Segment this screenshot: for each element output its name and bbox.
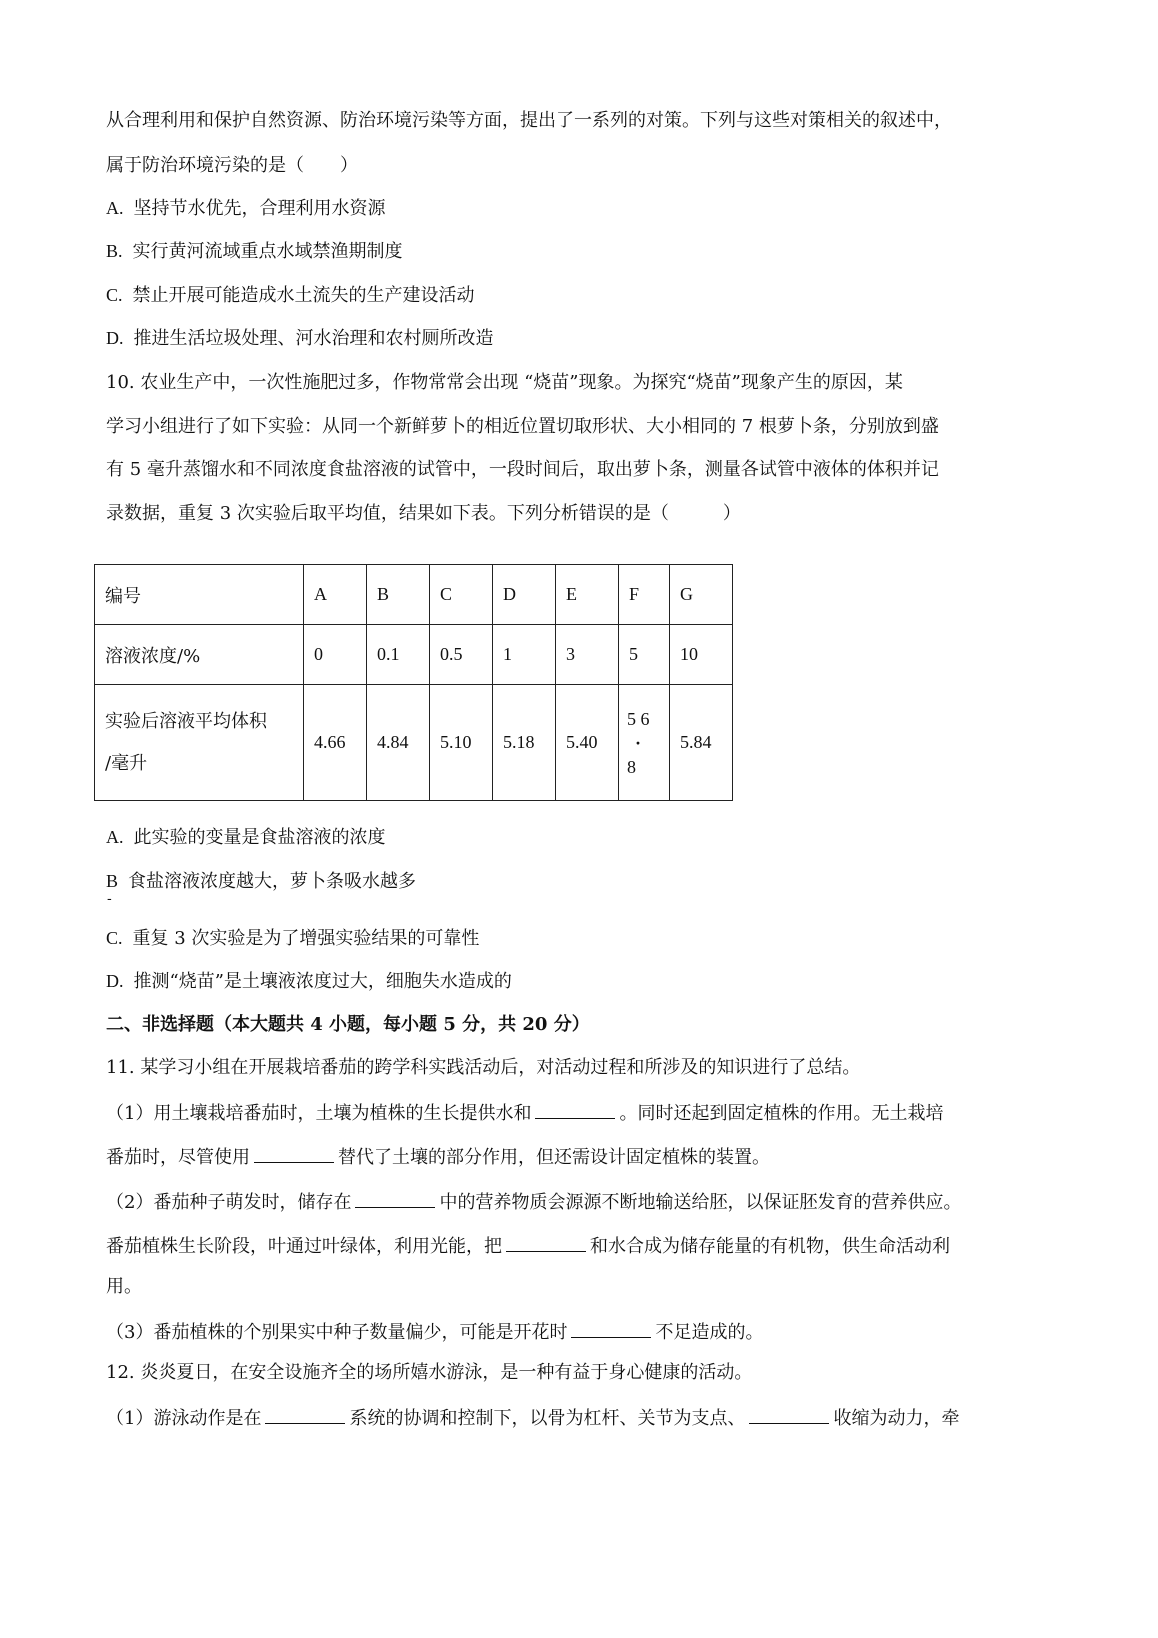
volume-label-line-2: /毫升 [105,752,148,774]
table-row-label: 溶液浓度/% [95,625,304,685]
answer-blank [535,1100,615,1119]
table-cell: 10 [670,625,733,685]
table-cell: 5.84 [670,685,733,801]
q11-part1-line-1 [106,1100,943,1125]
q11-part1-line-2 [106,1144,770,1169]
table-cell: 0.1 [367,625,430,685]
results-table [94,564,733,801]
q11-text: 番茄时，尽管使用 [106,1147,250,1168]
table-row-ids [95,565,733,625]
table-cell: 0.5 [430,625,493,685]
q12-text: （1）游泳动作是在 [106,1408,262,1429]
table-cell: 5.18 [493,685,556,801]
q11-part2-line-3: 用。 [106,1276,142,1297]
option-letter: C. [106,928,123,948]
q11-part2-line-1 [106,1189,961,1214]
q11-text: 替代了土壤的部分作用，但还需设计固定植株的装置。 [338,1147,770,1168]
table-cell: 5.10 [430,685,493,801]
table-cell-f-volume [619,685,670,801]
q10-stem-line-2: 学习小组进行了如下实验：从同一个新鲜萝卜的相近位置切取形状、大小相同的 7 根萝卜条，分别放到盛 [106,416,939,437]
answer-blank [506,1233,586,1252]
q10-stem-line-1: 10. 农业生产中，一次性施肥过多，作物常常会出现 “烧苗”现象。为探究“烧苗”现象产生的原因，某 [106,372,903,393]
option-letter: C. [106,285,123,305]
table-cell: 5.40 [556,685,619,801]
table-cell: 0 [304,625,367,685]
answer-blank [749,1405,829,1424]
q9-option-d [106,327,494,350]
q10-option-a [106,826,386,849]
table-cell: B [367,565,430,625]
q12-part1 [106,1405,959,1430]
q11-text: 和水合成为储存能量的有机物，供生命活动利 [590,1236,950,1257]
q11-text: （2）番茄种子萌发时，储存在 [106,1192,352,1213]
q9-option-a [106,197,386,220]
q10-stem-line-3: 有 5 毫升蒸馏水和不同浓度食盐溶液的试管中，一段时间后，取出萝卜条，测量各试管中液体的体积并记 [106,459,939,480]
table-cell: 4.84 [367,685,430,801]
q9-stem-line-2: 属于防治环境污染的是（ ） [106,155,358,176]
q12-text: 收缩为动力，牵 [833,1408,960,1429]
f-volume-mid: · [635,732,642,753]
table-cell: 4.66 [304,685,367,801]
table-cell: C [430,565,493,625]
q9-stem-line-1: 从合理利用和保护自然资源、防治环境污染等方面，提出了一系列的对策。下列与这些对策相关的叙述中， [106,110,952,131]
f-volume-bottom: 8 [627,756,636,777]
option-text: 推测“烧苗”是土壤液浓度过大，细胞失水造成的 [133,971,512,992]
q11-text: 番茄植株生长阶段，叶通过叶绿体，利用光能，把 [106,1236,502,1257]
option-letter: D. [106,328,124,348]
answer-blank [254,1144,334,1163]
table-cell: E [556,565,619,625]
option-letter: A. [106,198,124,218]
f-volume-top: 5 6 [627,708,650,729]
q11-part3 [106,1319,763,1344]
option-letter: D. [106,971,124,991]
option-b-mark: - [107,891,112,907]
q11-text: 不足造成的。 [655,1322,764,1343]
table-cell: G [670,565,733,625]
table-row-volume [95,685,733,801]
option-text: 禁止开展可能造成水土流失的生产建设活动 [132,285,475,306]
q12-stem: 12. 炎炎夏日，在安全设施齐全的场所嬉水游泳，是一种有益于身心健康的活动。 [106,1362,753,1383]
section-heading: 二、非选择题（本大题共 4 小题，每小题 5 分，共 20 分） [106,1014,590,1035]
option-letter: A. [106,827,124,847]
q10-option-b [106,870,416,893]
q9-option-c [106,284,475,307]
q11-text: 。同时还起到固定植株的作用。无土栽培 [619,1103,944,1124]
q12-text: 系统的协调和控制下，以骨为杠杆、关节为支点、 [349,1408,746,1429]
table-cell: 1 [493,625,556,685]
answer-blank [571,1319,651,1338]
volume-label-line-1: 实验后溶液平均体积 [105,710,267,732]
table-row-concentration [95,625,733,685]
table-cell: A [304,565,367,625]
option-text: 推进生活垃圾处理、河水治理和农村厕所改造 [133,328,494,349]
q11-stem: 11. 某学习小组在开展栽培番茄的跨学科实践活动后，对活动过程和所涉及的知识进行了总结。 [106,1057,861,1078]
table-row-label [95,685,304,801]
option-text: 此实验的变量是食盐溶液的浓度 [133,827,386,848]
table-cell: 3 [556,625,619,685]
q9-option-b [106,240,403,263]
q10-option-c [106,927,479,950]
q11-part2-line-2 [106,1233,950,1258]
table-cell: D [493,565,556,625]
option-text: 实行黄河流域重点水域禁渔期制度 [132,241,403,262]
q10-stem-line-4: 录数据，重复 3 次实验后取平均值，结果如下表。下列分析错误的是（ ） [106,503,741,524]
option-letter: B [106,871,119,891]
option-text: 坚持节水优先，合理利用水资源 [133,198,386,219]
table-cell: F [619,565,670,625]
q11-text: 中的营养物质会源源不断地输送给胚，以保证胚发育的营养供应。 [439,1192,962,1213]
table-header-label: 编号 [95,565,304,625]
answer-blank [355,1189,435,1208]
option-letter: B. [106,241,123,261]
q10-option-d [106,970,512,993]
option-text: 食盐溶液浓度越大，萝卜条吸水越多 [128,871,417,892]
answer-blank [265,1405,345,1424]
q11-text: （3）番茄植株的个别果实中种子数量偏少，可能是开花时 [106,1322,568,1343]
table-cell: 5 [619,625,670,685]
q11-text: （1）用土壤栽培番茄时，土壤为植株的生长提供水和 [106,1103,532,1124]
option-text: 重复 3 次实验是为了增强实验结果的可靠性 [132,928,480,949]
